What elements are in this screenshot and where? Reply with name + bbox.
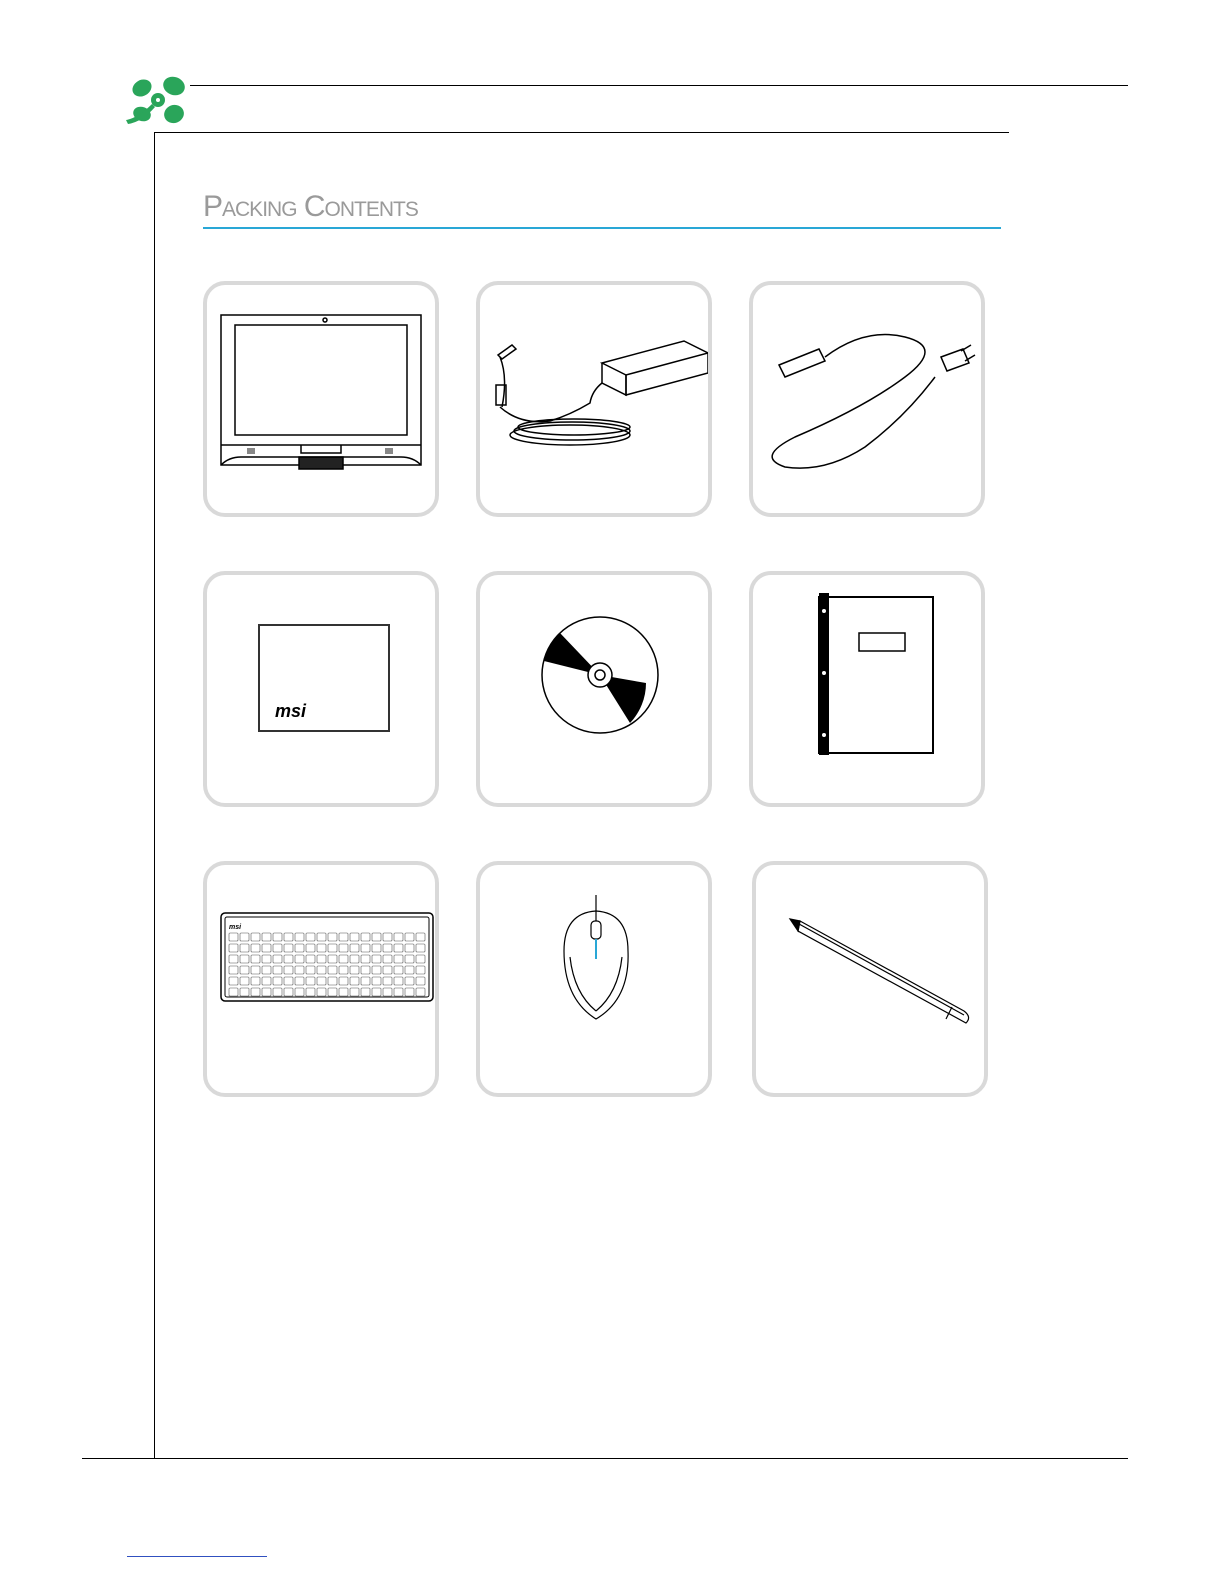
keyboard-key xyxy=(405,933,414,941)
keyboard-key xyxy=(262,944,271,952)
keyboard-key xyxy=(394,966,403,974)
keyboard-key xyxy=(284,955,293,963)
item-card-stylus-pen xyxy=(752,861,988,1097)
keyboard-key xyxy=(251,977,260,985)
keyboard-icon xyxy=(207,865,435,1093)
keyboard-key xyxy=(317,988,326,996)
keyboard-key xyxy=(350,977,359,985)
msi-logo: msi xyxy=(275,701,307,721)
keyboard-key xyxy=(383,966,392,974)
keyboard-key xyxy=(372,988,381,996)
item-card-cleaning-cloth xyxy=(203,571,439,807)
keyboard-key xyxy=(372,966,381,974)
keyboard-key xyxy=(383,977,392,985)
keyboard-key xyxy=(339,988,348,996)
keyboard-key xyxy=(295,977,304,985)
keyboard-key xyxy=(240,933,249,941)
cloth-icon xyxy=(207,575,435,803)
keyboard-key xyxy=(317,966,326,974)
keyboard-key xyxy=(405,944,414,952)
item-card-mouse xyxy=(476,861,712,1097)
keyboard-key xyxy=(262,955,271,963)
keyboard-key xyxy=(328,944,337,952)
keyboard-key xyxy=(273,955,282,963)
keyboard-key xyxy=(295,944,304,952)
keyboard-key xyxy=(328,933,337,941)
keyboard-key xyxy=(284,988,293,996)
keyboard-key xyxy=(372,977,381,985)
mouse-icon xyxy=(480,865,708,1093)
keyboard-key xyxy=(394,944,403,952)
keyboard-key xyxy=(251,933,260,941)
left-margin-rule xyxy=(154,132,155,1459)
keyboard-key xyxy=(262,988,271,996)
keyboard-key xyxy=(306,977,315,985)
item-card-keyboard xyxy=(203,861,439,1097)
item-card-power-cord xyxy=(749,281,985,517)
keyboard-key xyxy=(394,933,403,941)
item-card-driver-disc xyxy=(476,571,712,807)
keyboard-key xyxy=(383,988,392,996)
item-card-all-in-one-pc xyxy=(203,281,439,517)
keyboard-key xyxy=(240,955,249,963)
cd-icon xyxy=(480,575,708,803)
keyboard-key xyxy=(295,988,304,996)
power-cord-icon xyxy=(753,285,981,513)
keyboard-key xyxy=(240,966,249,974)
keyboard-key xyxy=(328,988,337,996)
keyboard-key xyxy=(262,977,271,985)
keyboard-key xyxy=(229,933,238,941)
keyboard-key xyxy=(339,933,348,941)
keyboard-key xyxy=(251,944,260,952)
keyboard-key xyxy=(229,944,238,952)
keyboard-key xyxy=(361,933,370,941)
keyboard-key xyxy=(262,966,271,974)
keyboard-key xyxy=(328,977,337,985)
keyboard-key xyxy=(416,944,425,952)
keyboard-key xyxy=(251,955,260,963)
keyboard-key xyxy=(394,977,403,985)
header-rule-second xyxy=(154,132,1009,133)
footer-link-underline xyxy=(127,1556,267,1557)
keyboard-key xyxy=(416,933,425,941)
keyboard-key xyxy=(328,955,337,963)
keyboard-key xyxy=(306,933,315,941)
keyboard-key xyxy=(317,977,326,985)
item-card-user-manual xyxy=(749,571,985,807)
keyboard-key xyxy=(361,988,370,996)
keyboard-key xyxy=(229,988,238,996)
keyboard-key xyxy=(306,988,315,996)
keyboard-key xyxy=(284,977,293,985)
keyboard-key xyxy=(372,933,381,941)
keyboard-key xyxy=(416,955,425,963)
keyboard-key xyxy=(405,988,414,996)
keyboard-key xyxy=(416,977,425,985)
keyboard-key xyxy=(306,955,315,963)
keyboard-key xyxy=(306,966,315,974)
keyboard-key xyxy=(361,966,370,974)
power-adapter-icon xyxy=(480,285,708,513)
keyboard-key xyxy=(306,944,315,952)
keyboard-key xyxy=(284,933,293,941)
keyboard-key xyxy=(251,966,260,974)
keyboard-key xyxy=(416,988,425,996)
keyboard-key xyxy=(273,966,282,974)
keyboard-key xyxy=(339,944,348,952)
keyboard-key xyxy=(229,966,238,974)
keyboard-key xyxy=(229,955,238,963)
keyboard-key xyxy=(361,955,370,963)
keyboard-key xyxy=(328,966,337,974)
keyboard-key xyxy=(350,944,359,952)
keyboard-key xyxy=(372,944,381,952)
keyboard-key xyxy=(405,977,414,985)
keyboard-key xyxy=(394,988,403,996)
keyboard-key xyxy=(317,944,326,952)
keyboard-key xyxy=(361,977,370,985)
keyboard-key xyxy=(317,955,326,963)
keyboard-key xyxy=(350,955,359,963)
section-title-underline xyxy=(203,227,1001,229)
keyboard-key xyxy=(339,977,348,985)
keyboard-key xyxy=(405,955,414,963)
keyboard-key xyxy=(394,955,403,963)
footer-rule xyxy=(82,1458,1128,1459)
keyboard-key xyxy=(240,944,249,952)
keyboard-key xyxy=(405,966,414,974)
keyboard-key xyxy=(416,966,425,974)
keyboard-key xyxy=(295,933,304,941)
header-rule-top xyxy=(190,85,1128,86)
keyboard-key xyxy=(273,933,282,941)
clover-logo-icon xyxy=(122,74,194,130)
keyboard-key xyxy=(383,944,392,952)
monitor-icon xyxy=(207,285,435,513)
keyboard-key xyxy=(350,966,359,974)
keyboard-key xyxy=(273,977,282,985)
keyboard-key xyxy=(383,933,392,941)
section-title: Packing Contents xyxy=(203,190,418,223)
msi-keyboard-logo: msi xyxy=(229,924,242,931)
keyboard-key xyxy=(273,944,282,952)
keyboard-key xyxy=(251,988,260,996)
keyboard-key xyxy=(240,977,249,985)
keyboard-key xyxy=(350,988,359,996)
keyboard-key xyxy=(361,944,370,952)
keyboard-key xyxy=(317,933,326,941)
keyboard-key xyxy=(240,988,249,996)
keyboard-key xyxy=(284,966,293,974)
keyboard-key xyxy=(229,977,238,985)
pen-icon xyxy=(756,865,984,1093)
keyboard-key xyxy=(273,988,282,996)
item-card-ac-adapter xyxy=(476,281,712,517)
keyboard-key xyxy=(284,944,293,952)
keyboard-key xyxy=(262,933,271,941)
keyboard-key xyxy=(295,955,304,963)
keyboard-key xyxy=(372,955,381,963)
keyboard-key xyxy=(339,955,348,963)
manual-icon xyxy=(753,575,981,803)
keyboard-key xyxy=(350,933,359,941)
keyboard-key xyxy=(339,966,348,974)
keyboard-key xyxy=(383,955,392,963)
keyboard-key xyxy=(295,966,304,974)
